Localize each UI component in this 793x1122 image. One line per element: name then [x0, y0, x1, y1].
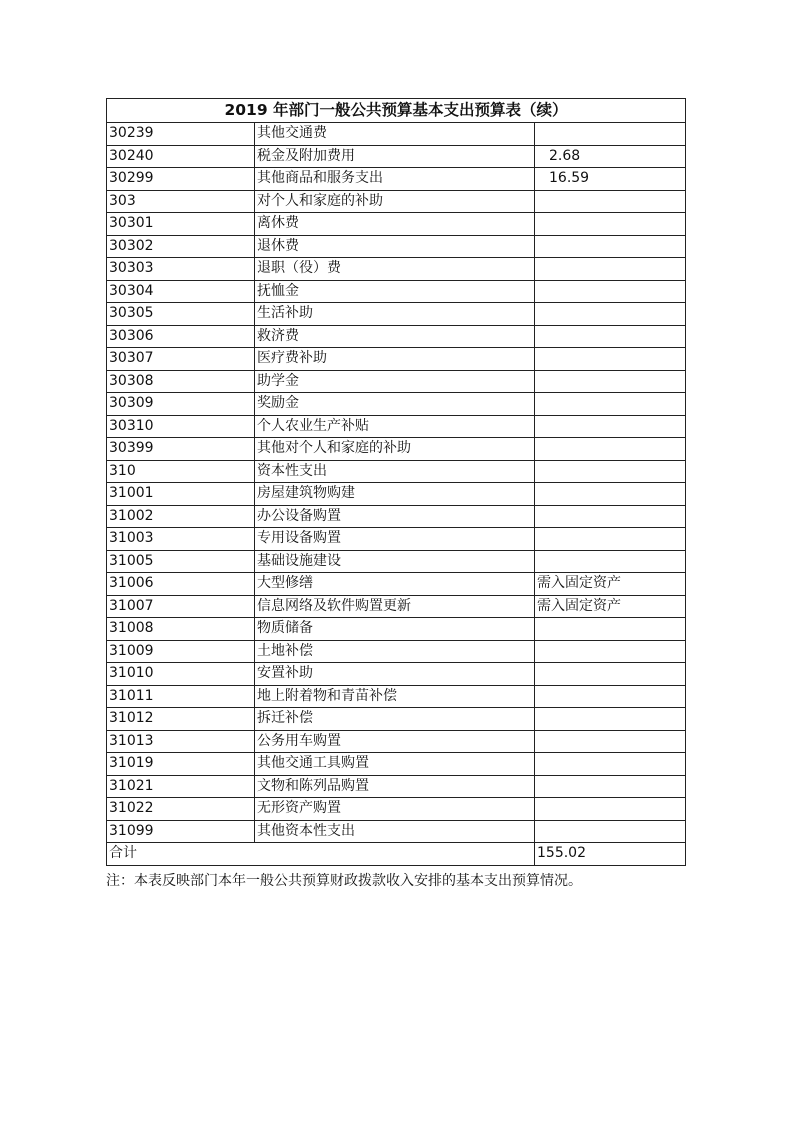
budget-value: [535, 460, 686, 483]
total-value: 155.02: [535, 843, 686, 866]
budget-value: [535, 708, 686, 731]
title-row: [107, 99, 686, 123]
table-row: [107, 145, 686, 168]
table-row: [107, 550, 686, 573]
account-code: 30306: [107, 325, 255, 348]
budget-value: [535, 640, 686, 663]
table-row: [107, 190, 686, 213]
table-row: [107, 820, 686, 843]
total-label: 合计: [107, 843, 255, 866]
account-name: 物质储备: [255, 618, 535, 641]
account-name: 办公设备购置: [255, 505, 535, 528]
table-body: [107, 123, 686, 843]
budget-value: [535, 370, 686, 393]
table-row: [107, 685, 686, 708]
footnote: 注：本表反映部门本年一般公共预算财政拨款收入安排的基本支出预算情况。: [106, 873, 582, 889]
budget-value: [535, 753, 686, 776]
budget-table: [106, 98, 686, 866]
budget-value: [535, 415, 686, 438]
table-row: [107, 168, 686, 191]
account-code: 31099: [107, 820, 255, 843]
budget-value: [535, 438, 686, 461]
account-name: 其他对个人和家庭的补助: [255, 438, 535, 461]
table-row: [107, 798, 686, 821]
budget-value: [535, 730, 686, 753]
table-row: [107, 528, 686, 551]
table-row: [107, 708, 686, 731]
table-row: [107, 595, 686, 618]
budget-value: 2.68: [535, 145, 686, 168]
account-name: 资本性支出: [255, 460, 535, 483]
account-name: 对个人和家庭的补助: [255, 190, 535, 213]
table-row: [107, 258, 686, 281]
account-name: 离休费: [255, 213, 535, 236]
account-code: 30309: [107, 393, 255, 416]
budget-value: [535, 303, 686, 326]
account-name: 大型修缮: [255, 573, 535, 596]
table-row: [107, 438, 686, 461]
account-name: 其他交通费: [255, 123, 535, 146]
account-name: 抚恤金: [255, 280, 535, 303]
budget-value: [535, 483, 686, 506]
table-row: [107, 280, 686, 303]
budget-value: [535, 820, 686, 843]
account-code: 31022: [107, 798, 255, 821]
table-row: [107, 730, 686, 753]
account-name: 其他商品和服务支出: [255, 168, 535, 191]
account-name: 拆迁补偿: [255, 708, 535, 731]
table-title: 2019 年部门一般公共预算基本支出预算表（续）: [107, 99, 686, 123]
account-name: 奖励金: [255, 393, 535, 416]
budget-sheet: [106, 98, 685, 866]
table-row: [107, 775, 686, 798]
account-code: 30305: [107, 303, 255, 326]
budget-value: [535, 280, 686, 303]
budget-value: [535, 685, 686, 708]
account-name: 文物和陈列品购置: [255, 775, 535, 798]
budget-value: 需入固定资产: [535, 573, 686, 596]
budget-value: [535, 123, 686, 146]
account-code: 31011: [107, 685, 255, 708]
budget-value: [535, 235, 686, 258]
table-row: [107, 213, 686, 236]
account-code: 31008: [107, 618, 255, 641]
account-code: 30302: [107, 235, 255, 258]
account-name: 助学金: [255, 370, 535, 393]
account-code: 30307: [107, 348, 255, 371]
account-code: 30239: [107, 123, 255, 146]
account-code: 30240: [107, 145, 255, 168]
account-code: 31021: [107, 775, 255, 798]
total-row: [107, 843, 686, 866]
budget-value: [535, 213, 686, 236]
budget-value: [535, 528, 686, 551]
table-row: [107, 460, 686, 483]
table-row: [107, 325, 686, 348]
table-row: [107, 618, 686, 641]
table-row: [107, 663, 686, 686]
account-code: 31005: [107, 550, 255, 573]
account-code: 31009: [107, 640, 255, 663]
account-name: 税金及附加费用: [255, 145, 535, 168]
account-name: 信息网络及软件购置更新: [255, 595, 535, 618]
table-row: [107, 415, 686, 438]
account-code: 30308: [107, 370, 255, 393]
account-code: 31012: [107, 708, 255, 731]
budget-value: [535, 258, 686, 281]
account-code: 31003: [107, 528, 255, 551]
account-code: 31007: [107, 595, 255, 618]
account-name: 其他交通工具购置: [255, 753, 535, 776]
account-name: 专用设备购置: [255, 528, 535, 551]
table-row: [107, 370, 686, 393]
account-name: 基础设施建设: [255, 550, 535, 573]
budget-value: 需入固定资产: [535, 595, 686, 618]
account-name: 其他资本性支出: [255, 820, 535, 843]
budget-value: [535, 663, 686, 686]
table-row: [107, 483, 686, 506]
account-code: 31013: [107, 730, 255, 753]
account-name: 公务用车购置: [255, 730, 535, 753]
budget-value: [535, 505, 686, 528]
budget-value: [535, 325, 686, 348]
account-name: 土地补偿: [255, 640, 535, 663]
budget-value: 16.59: [535, 168, 686, 191]
table-row: [107, 235, 686, 258]
table-row: [107, 393, 686, 416]
account-name: 救济费: [255, 325, 535, 348]
table-row: [107, 573, 686, 596]
account-name: 房屋建筑物购建: [255, 483, 535, 506]
account-code: 31019: [107, 753, 255, 776]
budget-value: [535, 775, 686, 798]
account-code: 30399: [107, 438, 255, 461]
account-name: 无形资产购置: [255, 798, 535, 821]
account-code: 31010: [107, 663, 255, 686]
account-code: 30303: [107, 258, 255, 281]
account-name: 生活补助: [255, 303, 535, 326]
budget-value: [535, 550, 686, 573]
account-name: 地上附着物和青苗补偿: [255, 685, 535, 708]
account-name: 安置补助: [255, 663, 535, 686]
budget-value: [535, 190, 686, 213]
account-code: 31002: [107, 505, 255, 528]
account-code: 310: [107, 460, 255, 483]
table-row: [107, 640, 686, 663]
account-name: 退休费: [255, 235, 535, 258]
table-row: [107, 303, 686, 326]
budget-value: [535, 348, 686, 371]
account-code: 30304: [107, 280, 255, 303]
account-code: 30299: [107, 168, 255, 191]
table-row: [107, 348, 686, 371]
account-code: 31006: [107, 573, 255, 596]
account-code: 30301: [107, 213, 255, 236]
account-code: 303: [107, 190, 255, 213]
account-name: 个人农业生产补贴: [255, 415, 535, 438]
account-name: 退职（役）费: [255, 258, 535, 281]
total-spacer: [255, 843, 535, 866]
account-code: 31001: [107, 483, 255, 506]
budget-value: [535, 393, 686, 416]
table-row: [107, 753, 686, 776]
budget-value: [535, 798, 686, 821]
table-row: [107, 123, 686, 146]
table-row: [107, 505, 686, 528]
account-code: 30310: [107, 415, 255, 438]
budget-value: [535, 618, 686, 641]
account-name: 医疗费补助: [255, 348, 535, 371]
